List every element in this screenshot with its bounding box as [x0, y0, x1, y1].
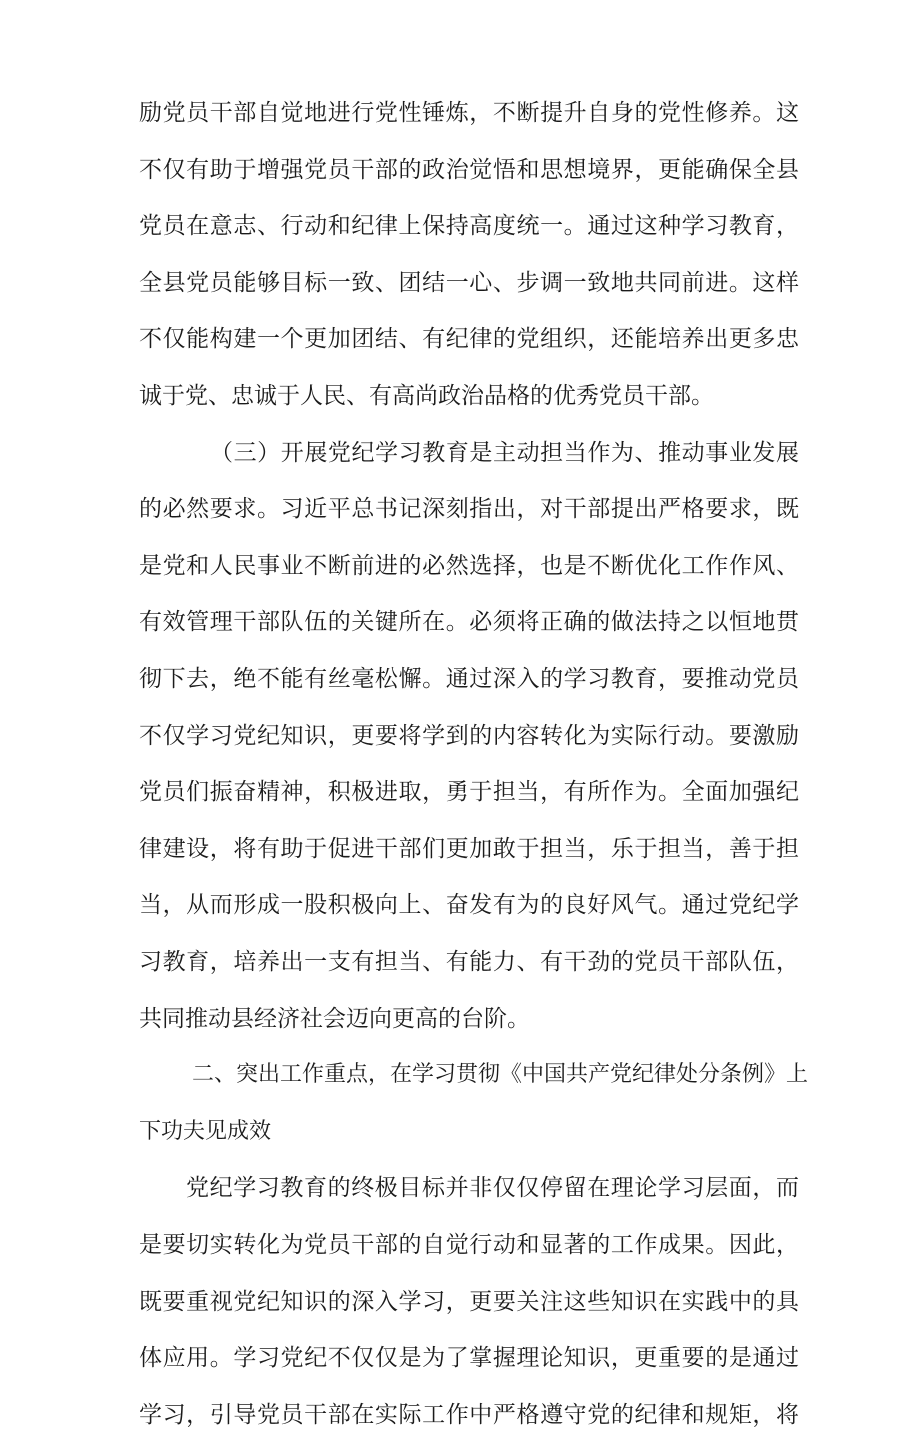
text-line: 诚于党、忠诚于人民、有高尚政治品格的优秀党员干部。 — [139, 383, 714, 409]
text-line: 有效管理干部队伍的关键所在。必须将正确的做法持之以恒地贯 — [139, 609, 799, 635]
section-heading-line: 二、突出工作重点，在学习贯彻《中国共产党纪律处分条例》上 — [192, 1062, 809, 1087]
text-line: 体应用。学习党纪不仅仅是为了掌握理论知识，更重要的是通过 — [139, 1345, 799, 1371]
text-line: 学习，引导党员干部在实际工作中严格遵守党的纪律和规矩，将 — [139, 1402, 799, 1428]
text-line: 是党和人民事业不断前进的必然选择，也是不断优化工作作风、 — [139, 553, 799, 579]
section-heading-line: 下功夫见成效 — [139, 1119, 272, 1144]
text-line: 共同推动县经济社会迈向更高的台阶。 — [139, 1006, 530, 1032]
text-line: 党员们振奋精神，积极进取，勇于担当，有所作为。全面加强纪 — [139, 779, 799, 805]
text-line: 全县党员能够目标一致、团结一心、步调一致地共同前进。这样 — [139, 270, 799, 296]
text-line: 不仅能构建一个更加团结、有纪律的党组织，还能培养出更多忠 — [139, 326, 799, 352]
subsection-heading-line: （三）开展党纪学习教育是主动担当作为、推动事业发展 — [210, 440, 799, 466]
text-line: 彻下去，绝不能有丝毫松懈。通过深入的学习教育，要推动党员 — [139, 666, 799, 692]
text-line: 不仅学习党纪知识，更要将学到的内容转化为实际行动。要激励 — [139, 723, 799, 749]
text-line: 习教育，培养出一支有担当、有能力、有干劲的党员干部队伍， — [139, 949, 799, 975]
text-line: 励党员干部自觉地进行党性锤炼，不断提升自身的党性修养。这 — [139, 100, 799, 126]
text-line: 既要重视党纪知识的深入学习，更要关注这些知识在实践中的具 — [139, 1289, 799, 1315]
text-line: 不仅有助于增强党员干部的政治觉悟和思想境界，更能确保全县 — [139, 157, 799, 183]
text-line: 当，从而形成一股积极向上、奋发有为的良好风气。通过党纪学 — [139, 892, 799, 918]
text-line: 党员在意志、行动和纪律上保持高度统一。通过这种学习教育， — [139, 213, 799, 239]
text-line: 是要切实转化为党员干部的自觉行动和显著的工作成果。因此， — [139, 1232, 799, 1258]
text-line: 律建设，将有助于促进干部们更加敢于担当，乐于担当，善于担 — [139, 836, 799, 862]
text-line: 党纪学习教育的终极目标并非仅仅停留在理论学习层面，而 — [186, 1175, 799, 1201]
text-line: 的必然要求。习近平总书记深刻指出，对干部提出严格要求，既 — [139, 496, 799, 522]
